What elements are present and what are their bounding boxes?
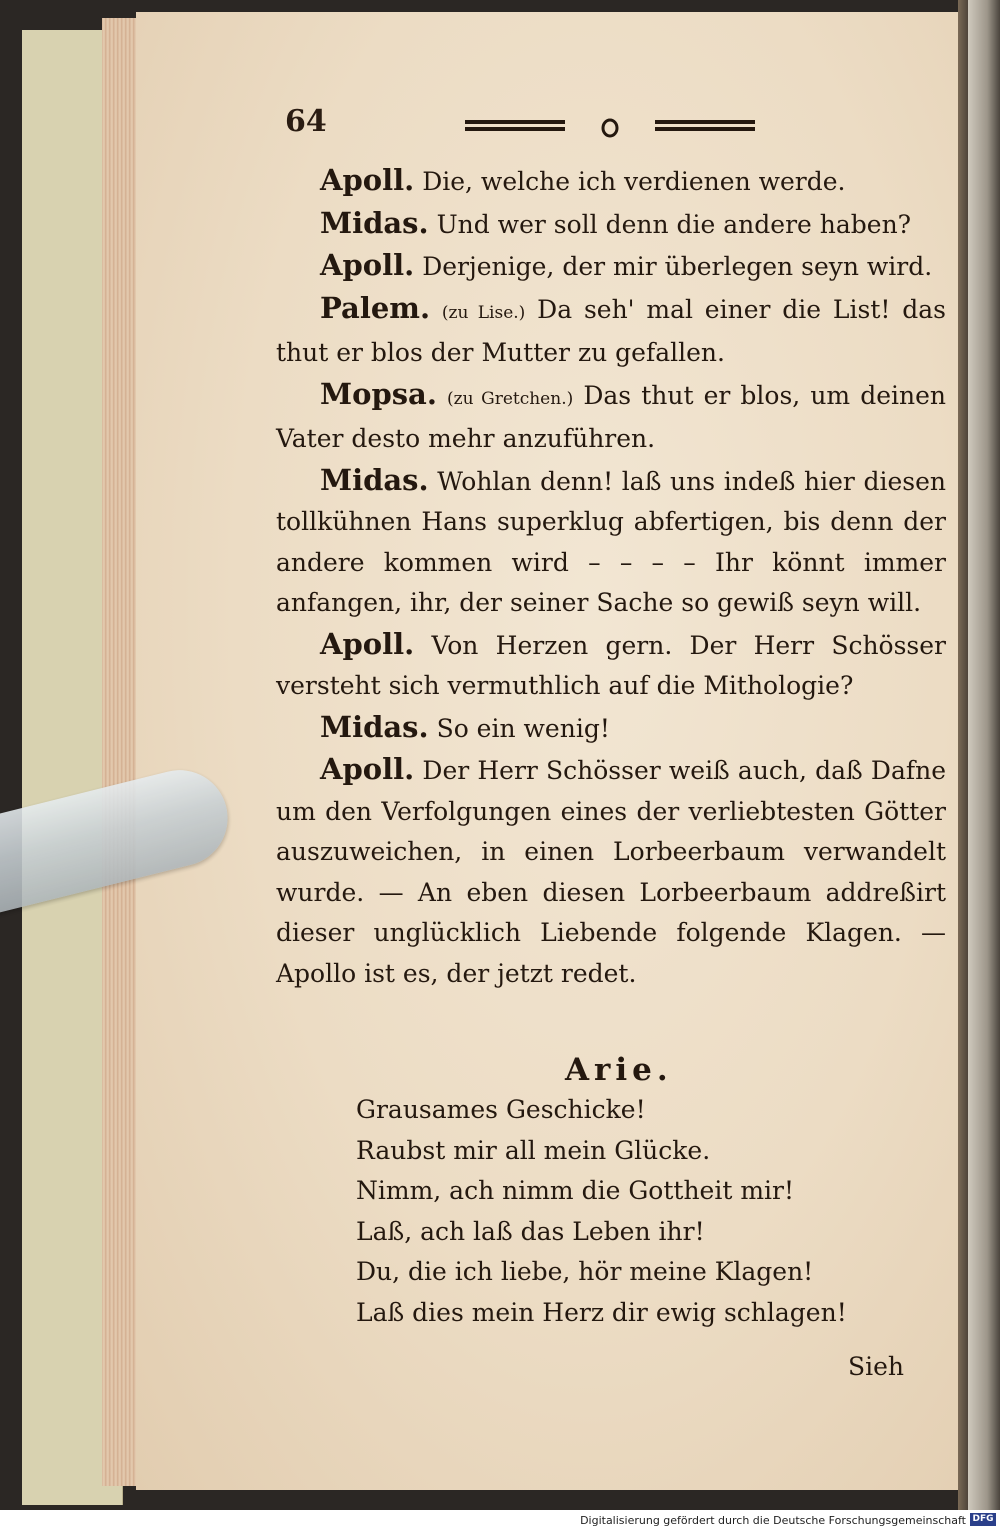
speaker-name: Midas. [320, 462, 429, 497]
credit-text: Digitalisierung gefördert durch die Deutsche Forschungsgemeinschaft [580, 1514, 966, 1527]
verse-line: Laß, ach laß das Leben ihr! [356, 1216, 705, 1246]
speaker-name: Apoll. [320, 752, 415, 786]
facing-page-edge [968, 0, 1000, 1510]
line-text: Von Herzen gern. Der Herr Schösser versteht sich vermuthlich auf die Mithologie? [276, 630, 947, 700]
dialogue-line [276, 160, 946, 203]
line-text: Wohlan denn! laß uns indeß hier diesen tollkühnen Hans superklug abfertigen, bis denn der andere kommen wird – – – – Ihr könnt immer anfangen, ihr, der seiner Sache so gewiß seyn will. [276, 466, 947, 617]
dialogue-line [276, 624, 946, 707]
verse-line: Nimm, ach nimm die Gottheit mir! [356, 1176, 795, 1205]
line-text: Das thut er blos, um deinen Vater desto mehr anzuführen. [276, 380, 946, 453]
stage-direction: (zu Gretchen.) [447, 388, 574, 409]
dialogue-line [276, 245, 946, 288]
dialogue-text [276, 160, 946, 994]
speaker-name: Palem. [320, 290, 431, 325]
speaker-name: Apoll. [320, 626, 415, 661]
page-number: 64 [285, 104, 327, 139]
dfg-logo: DFG [970, 1513, 996, 1526]
line-text: So ein wenig! [436, 713, 610, 743]
stage-direction: (zu Lise.) [441, 302, 526, 323]
verse-line: Grausames Geschicke! [356, 1095, 646, 1124]
speaker-name: Midas. [320, 709, 429, 744]
footer-credit [0, 1510, 1000, 1531]
speaker-name: Midas. [320, 205, 429, 240]
dialogue-line [276, 374, 946, 460]
dialogue-line [276, 288, 946, 374]
verse-line: Raubst mir all mein Glücke. [356, 1135, 711, 1165]
line-text: Der Herr Schösser weiß auch, daß Dafne um den Verfolgungen eines der verliebtesten Götter auszuweichen, in einen Lorbeerbaum verwandelt wurde. — An eben diesen Lorbeerbaum addreßirt dieser unglücklich Liebende folgende Klagen. — Apollo ist es, der jetzt redet. [276, 756, 946, 988]
dialogue-line [276, 707, 946, 750]
speaker-name: Mopsa. [320, 376, 437, 411]
verse-line: Du, die ich liebe, hör meine Klagen! [356, 1257, 814, 1286]
catchword: Sieh [848, 1352, 905, 1381]
verse-line: Laß dies mein Herz dir ewig schlagen! [356, 1297, 847, 1327]
line-text: Derjenige, der mir überlegen seyn wird. [422, 252, 933, 281]
dialogue-line [276, 749, 946, 994]
aria-title: Arie. [565, 1052, 673, 1088]
aria-verse [356, 1090, 916, 1333]
speaker-name: Apoll. [320, 248, 415, 282]
line-text: Und wer soll denn die andere haben? [436, 209, 912, 239]
header-ornament [460, 112, 760, 142]
line-text: Da seh' mal einer die List! das thut er blos der Mutter zu gefallen. [276, 294, 947, 367]
dialogue-line [276, 203, 946, 246]
dialogue-line [276, 460, 946, 624]
line-text: Die, welche ich verdienen werde. [422, 167, 846, 196]
speaker-name: Apoll. [320, 163, 415, 197]
